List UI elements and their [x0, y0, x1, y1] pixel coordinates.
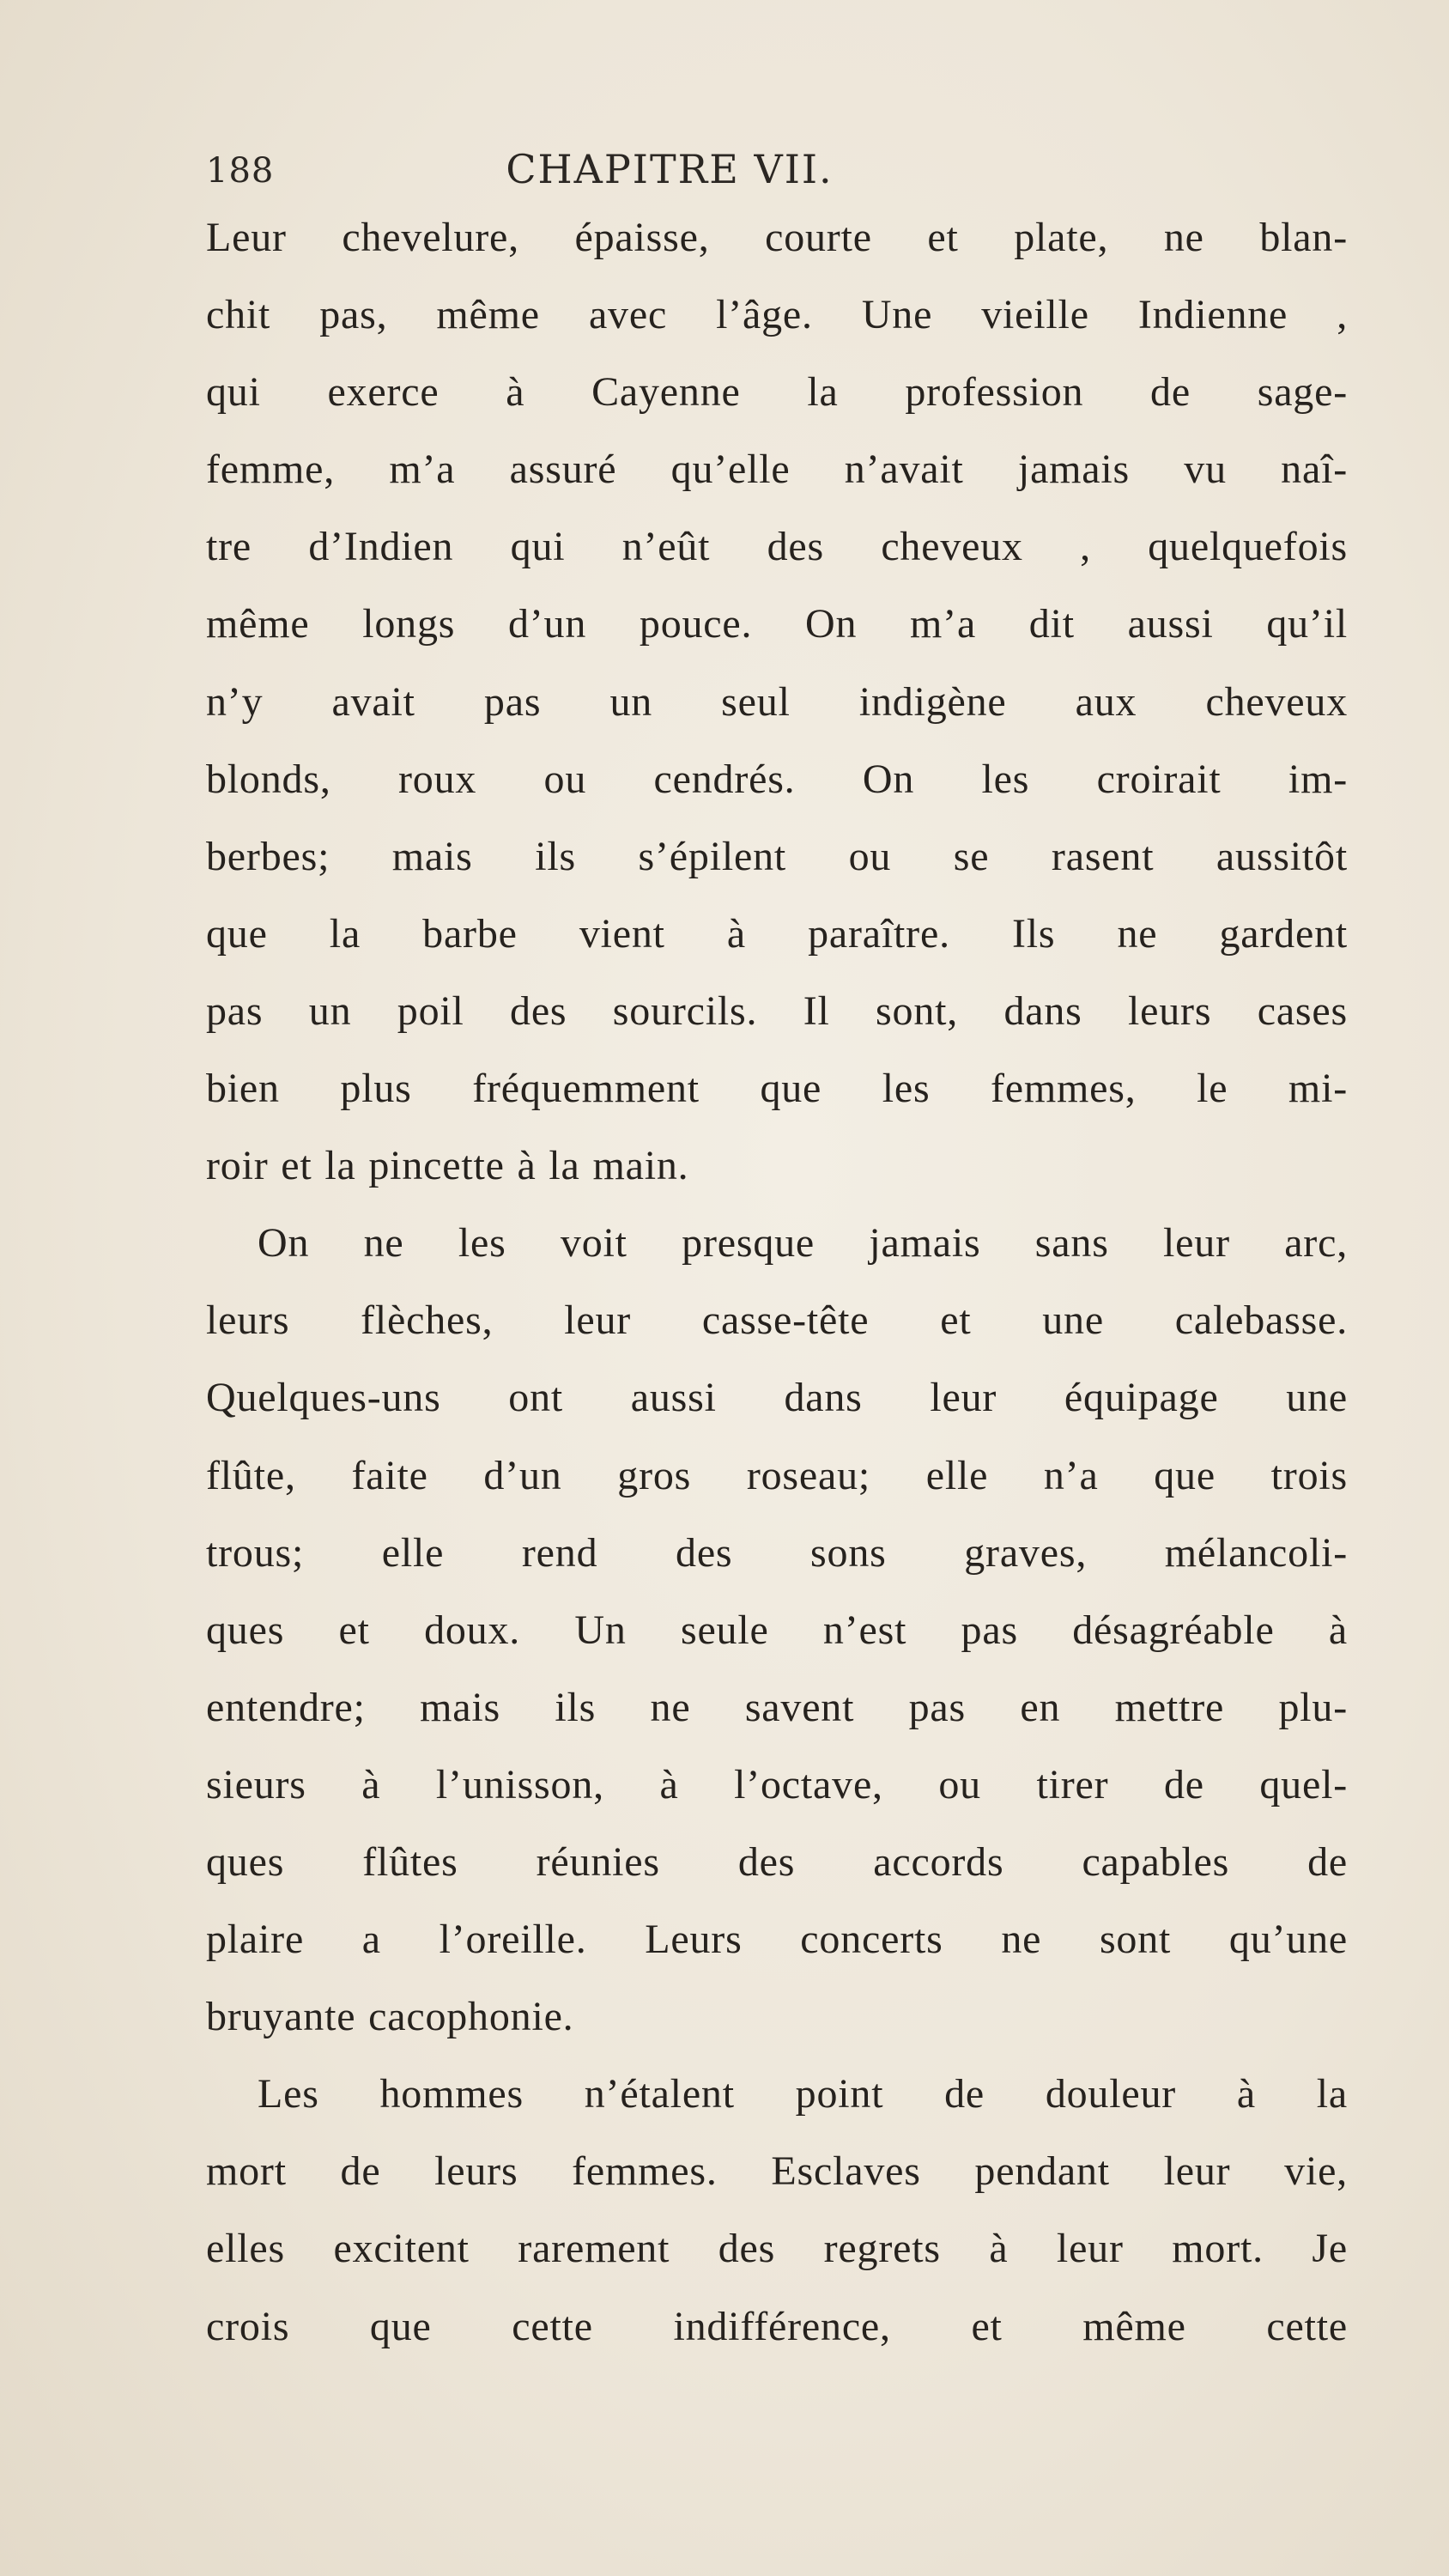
page-number: 188: [206, 151, 275, 191]
text-line: elles excitent rarement des regrets à leur mort. Je: [206, 2226, 1348, 2272]
text-line: blonds, roux ou cendrés. On les croirait im-: [206, 756, 1348, 802]
text-line: berbes; mais ils s’épilent ou se rasent aussitôt: [206, 833, 1348, 879]
text-line: Leur chevelure, épaisse, courte et plate, ne blan-: [206, 215, 1348, 260]
text-line: bien plus fréquemment que les femmes, le mi-: [206, 1066, 1348, 1112]
text-line: n’y avait pas un seul indigène aux cheveux: [206, 678, 1348, 725]
paragraph-end-line: roir et la pincette à la main.: [206, 1143, 689, 1189]
page-header: [206, 146, 1219, 206]
paragraph-end-line: bruyante cacophonie.: [206, 1994, 574, 2040]
text-line: leurs flèches, leur casse-tête et une calebasse.: [206, 1297, 1348, 1344]
text-line: trous; elle rend des sons graves, mélancoli-: [206, 1529, 1348, 1576]
text-line: pas un poil des sourcils. Il sont, dans leurs cases: [206, 987, 1348, 1034]
paragraph-start-line: Les hommes n’étalent point de douleur à la: [258, 2071, 1348, 2117]
text-line: entendre; mais ils ne savent pas en mettre plu-: [206, 1684, 1348, 1730]
text-line: plaire a l’oreille. Leurs concerts ne sont qu’une: [206, 1917, 1348, 1963]
text-line: que la barbe vient à paraître. Ils ne gardent: [206, 910, 1348, 957]
text-line: crois que cette indifférence, et même cette: [206, 2303, 1348, 2349]
paragraph-start-line: On ne les voit presque jamais sans leur arc,: [258, 1220, 1348, 1267]
text-line: mort de leurs femmes. Esclaves pendant leur vie,: [206, 2148, 1348, 2195]
text-line: ques et doux. Un seule n’est pas désagréable à: [206, 1607, 1348, 1653]
text-line: flûte, faite d’un gros roseau; elle n’a que trois: [206, 1452, 1348, 1498]
text-line: tre d’Indien qui n’eût des cheveux , quelquefois: [206, 524, 1348, 570]
text-line: Quelques-uns ont aussi dans leur équipage une: [206, 1375, 1348, 1421]
text-line: ques flûtes réunies des accords capables de: [206, 1838, 1348, 1885]
body-text: [206, 199, 1348, 2366]
text-line: qui exerce à Cayenne la profession de sage-: [206, 369, 1348, 416]
running-head: CHAPITRE VII.: [506, 146, 834, 192]
text-line: sieurs à l’unisson, à l’octave, ou tirer de quel-: [206, 1761, 1348, 1807]
text-line: chit pas, même avec l’âge. Une vieille Indienne ,: [206, 292, 1348, 338]
text-line: même longs d’un pouce. On m’a dit aussi qu’il: [206, 601, 1348, 647]
text-line: femme, m’a assuré qu’elle n’avait jamais vu naî-: [206, 447, 1348, 493]
